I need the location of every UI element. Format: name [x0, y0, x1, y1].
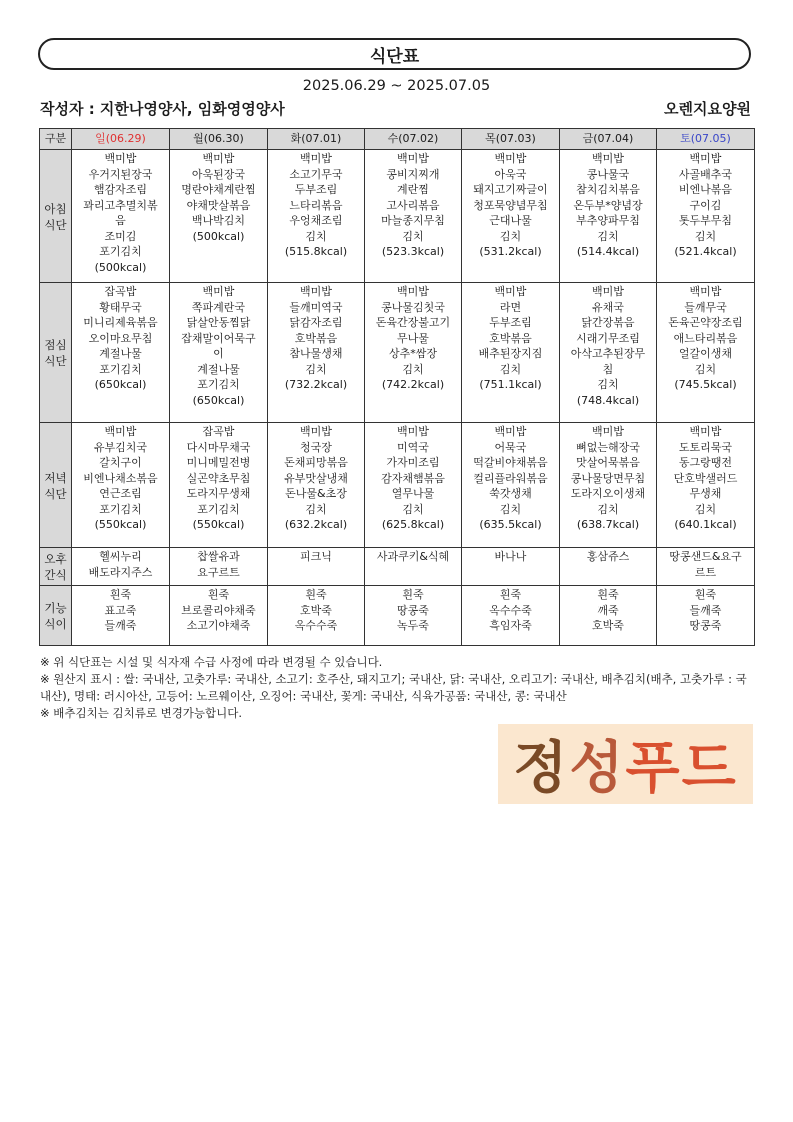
row-header [40, 586, 72, 646]
menu-item: (745.5kcal) [674, 378, 737, 391]
menu-item: 미니리제육볶음 [83, 316, 158, 329]
menu-item: 들깨무국 [684, 300, 727, 314]
menu-item: 포기김치 [99, 362, 142, 376]
day-header: 목(07.03) [462, 129, 560, 150]
menu-item: 김치 [305, 229, 327, 243]
menu-item: 깨죽 [597, 603, 619, 617]
menu-cell [657, 150, 755, 283]
menu-item: 흰죽 [402, 588, 424, 601]
menu-item: 돈채피망볶음 [284, 456, 348, 469]
menu-item: 백미밥 [397, 425, 429, 438]
menu-item: 쑥갓생채 [489, 487, 532, 500]
menu-item: 뼈없는해장국 [576, 440, 640, 454]
menu-item: 찹쌀유과 [197, 550, 240, 563]
menu-item: 콩나물국 [586, 167, 630, 181]
day-header: 월(06.30) [170, 129, 268, 150]
menu-item: (650kcal) [192, 393, 245, 407]
menu-item: (742.2kcal) [381, 378, 445, 391]
menu-item: 호박볶음 [294, 331, 338, 345]
menu-item: 라면 [499, 300, 522, 314]
menu-cell [170, 150, 268, 283]
menu-item: 르트 [694, 565, 717, 579]
menu-item: 닭살안동찜닭 [186, 316, 251, 329]
menu-cell [72, 283, 170, 423]
menu-item: 연근조림 [99, 487, 142, 500]
menu-item: 백미밥 [689, 285, 722, 298]
menu-item: 김치 [402, 502, 424, 516]
menu-cell [560, 586, 657, 646]
menu-row [40, 283, 755, 423]
menu-cell [462, 283, 560, 423]
page-title: 식단표 [369, 46, 420, 67]
menu-item: 근대나물 [489, 214, 532, 227]
menu-item: 백미밥 [397, 285, 429, 298]
menu-item: 호박볶음 [489, 331, 532, 345]
menu-item: 단호박샐러드 [673, 471, 738, 485]
menu-item: 애느타리볶음 [673, 331, 738, 345]
menu-item: 김치 [694, 362, 717, 376]
menu-item: 김치 [694, 502, 717, 516]
menu-item: 온두부*양념장 [573, 198, 643, 212]
menu-item: 두부조림 [489, 316, 532, 329]
menu-item: 표고죽 [104, 603, 137, 617]
menu-item: 백미밥 [494, 152, 527, 165]
menu-item: (640.1kcal) [674, 518, 737, 531]
menu-item: (650kcal) [94, 378, 147, 391]
menu-item: 청포묵양념무침 [473, 198, 548, 212]
menu-item: 피크닉 [300, 550, 332, 563]
menu-item: 계절나물 [99, 347, 142, 360]
menu-item: 땅콩죽 [397, 603, 429, 617]
menu-item: 포기김치 [99, 245, 142, 258]
menu-item: 김치 [402, 229, 424, 243]
menu-item: 브로콜리야채죽 [181, 603, 256, 617]
menu-item: 미역국 [397, 440, 429, 454]
logo-char: 푸 [625, 736, 682, 801]
menu-item: 백미밥 [300, 425, 332, 438]
menu-item: 침 [602, 362, 614, 376]
menu-item: 바나나 [494, 550, 527, 563]
menu-item: 다시마무채국 [186, 440, 251, 454]
menu-item: 참치김치볶음 [576, 183, 640, 196]
menu-item: 고사리볶음 [386, 198, 440, 212]
menu-item: 콩비지찌개 [386, 167, 440, 181]
menu-item: 콩나물당면무침 [570, 471, 646, 485]
menu-item: 옥수수죽 [294, 619, 338, 632]
menu-cell [268, 423, 365, 548]
menu-item: 이 [213, 347, 224, 360]
menu-cell [365, 548, 462, 586]
menu-item: 조미김 [104, 229, 137, 243]
menu-row [40, 586, 755, 646]
row-header [40, 423, 72, 548]
menu-cell [365, 423, 462, 548]
menu-cell [365, 283, 462, 423]
menu-cell [365, 586, 462, 646]
menu-cell [560, 548, 657, 586]
menu-item: 마늘종지무침 [381, 214, 445, 227]
menu-item: 김치 [597, 378, 619, 391]
menu-item: (550kcal) [94, 518, 147, 531]
row-header-line: 아침 [44, 201, 67, 216]
menu-item: 흑임자죽 [489, 619, 532, 632]
menu-item: 음 [115, 214, 126, 227]
menu-item: 소고기무국 [289, 167, 343, 181]
menu-item: (632.2kcal) [284, 518, 348, 531]
menu-item: 호박죽 [300, 603, 332, 617]
menu-item: 호박죽 [592, 619, 624, 632]
menu-item: 미니메밀전병 [186, 456, 251, 469]
menu-cell [657, 283, 755, 423]
menu-row [40, 548, 755, 586]
menu-item: 무나물 [397, 331, 429, 345]
menu-item: 배추된장지짐 [478, 347, 543, 360]
notes [40, 654, 752, 722]
menu-item: 야채맛살볶음 [186, 198, 251, 212]
menu-item: 시래기무조림 [576, 331, 640, 345]
menu-item: 톳두부무침 [678, 214, 733, 227]
menu-item: 배도라지주스 [88, 565, 153, 579]
menu-item: 잡곡밥 [202, 425, 235, 438]
menu-item: (500kcal) [94, 260, 147, 274]
row-header-line: 식단 [44, 217, 67, 232]
menu-item: 유부김치국 [93, 440, 148, 454]
menu-cell [268, 548, 365, 586]
menu-item: 백미밥 [494, 285, 527, 298]
menu-item: 아삭고추된장무 [570, 347, 646, 360]
menu-item: 요구르트 [197, 565, 240, 579]
menu-item: 유채국 [592, 300, 624, 314]
menu-cell [560, 423, 657, 548]
menu-cell [72, 150, 170, 283]
menu-item: 동그랑땡전 [678, 456, 733, 469]
menu-cell [657, 423, 755, 548]
menu-item: (748.4kcal) [576, 393, 640, 407]
menu-cell [72, 423, 170, 548]
menu-item: 도라지무생채 [186, 487, 251, 500]
row-header-line: 식이 [44, 617, 67, 631]
menu-item: 홍삼쥬스 [586, 550, 630, 563]
menu-item: 돈육곤약장조림 [668, 316, 743, 329]
menu-item: 구이김 [689, 198, 722, 212]
menu-item: 백미밥 [689, 425, 722, 438]
menu-item: (635.5kcal) [479, 518, 542, 531]
menu-item: 흰죽 [499, 588, 522, 601]
menu-cell [170, 548, 268, 586]
menu-item: 들깨죽 [104, 619, 137, 632]
menu-item: 닭간장볶음 [581, 316, 635, 329]
header-row [40, 129, 755, 150]
menu-item: 얼갈이생채 [678, 347, 733, 360]
menu-cell [462, 150, 560, 283]
menu-cell [170, 283, 268, 423]
note-line: ※ 원산지 표시 : 쌀: 국내산, 고춧가루: 국내산, 소고기: 호주산, 돼지고기; 국내산, 닭: 국내산, 오리고기: 국내산, 배추김치(배추, 고춧가루 : 국내산), 명태: 러시아산, 고등어: 노르웨이산, 오징어: 국내산, 꽃게: 국내산, 식육가공품: 국내산, 콩: 국내산 [40, 672, 747, 703]
menu-item: 옥수수죽 [489, 603, 532, 617]
menu-cell [657, 548, 755, 586]
menu-item: 백미밥 [104, 152, 137, 165]
menu-item: 가자미조림 [386, 456, 440, 469]
menu-item: 포기김치 [99, 502, 142, 516]
date-range: 2025.06.29 ~ 2025.07.05 [302, 78, 491, 94]
menu-item: 백나박김치 [191, 214, 246, 227]
menu-item: 실곤약초무침 [186, 471, 251, 485]
menu-item: 청국장 [300, 440, 332, 454]
menu-item: 들깨미역국 [289, 300, 343, 314]
menu-item: 갈치구이 [99, 456, 142, 469]
day-header: 금(07.04) [560, 129, 657, 150]
menu-cell [365, 150, 462, 283]
menu-item: 김치 [597, 229, 619, 243]
menu-item: 상추*쌈장 [388, 347, 437, 360]
row-header-line: 식단 [44, 354, 67, 368]
row-header-line: 식단 [44, 486, 67, 501]
row-header [40, 283, 72, 423]
menu-item: 계절나물 [197, 362, 240, 376]
menu-item: 김치 [499, 502, 522, 516]
row-header [40, 150, 72, 283]
menu-item: (523.3kcal) [381, 245, 445, 258]
menu-item: 백미밥 [592, 152, 624, 165]
menu-item: 어묵국 [494, 440, 527, 454]
menu-item: 비엔나볶음 [678, 183, 733, 196]
menu-item: (531.2kcal) [479, 245, 542, 258]
menu-item: 무생채 [689, 487, 722, 500]
menu-item: 참나물생채 [289, 347, 343, 360]
menu-cell [268, 586, 365, 646]
menu-item: 사과쿠키&식혜 [376, 550, 450, 563]
menu-item: 백미밥 [202, 285, 235, 298]
row-header-line: 간식 [44, 568, 67, 582]
menu-item: 백미밥 [592, 285, 624, 298]
menu-item: 닭감자조림 [289, 316, 343, 329]
menu-item: 헬씨누리 [99, 550, 142, 563]
menu-item: 쪽파계란국 [191, 300, 246, 314]
title-box [38, 38, 751, 70]
menu-cell [170, 586, 268, 646]
menu-item: 오이마요무침 [88, 331, 153, 345]
menu-item: (625.8kcal) [381, 518, 445, 531]
menu-item: 흰죽 [694, 588, 717, 601]
menu-item: 김치 [694, 229, 717, 243]
menu-item: 황태무국 [99, 300, 142, 314]
menu-item: 땅콩죽 [689, 619, 722, 632]
menu-item: 백미밥 [104, 425, 137, 438]
menu-item: 김치 [499, 362, 522, 376]
row-header-line: 기능 [44, 601, 67, 615]
menu-item: 김치 [402, 362, 424, 376]
menu-item: 잡곡밥 [104, 285, 137, 298]
menu-item: 콩나물김칫국 [381, 300, 445, 314]
menu-cell [462, 548, 560, 586]
menu-item: 감자채햄볶음 [381, 471, 445, 485]
corner-cell: 구분 [40, 129, 72, 150]
day-header: 일(06.29) [72, 129, 170, 150]
row-header-line: 저녁 [44, 470, 67, 485]
menu-cell [560, 283, 657, 423]
menu-item: 열무나물 [391, 487, 435, 500]
menu-cell [72, 548, 170, 586]
menu-item: (751.1kcal) [479, 378, 542, 391]
menu-item: 우엉채조림 [289, 214, 343, 227]
row-header [40, 548, 72, 586]
menu-item: 흰죽 [207, 588, 230, 601]
menu-item: 느타리볶음 [289, 198, 343, 212]
menu-row [40, 423, 755, 548]
menu-item: 돼지고기짜글이 [473, 183, 548, 196]
menu-item: 명란야채계란찜 [181, 183, 256, 196]
note-line: ※ 배추김치는 김치류로 변경가능합니다. [40, 706, 242, 720]
menu-item: 흰죽 [109, 588, 132, 601]
menu-item: 떡갈비야채볶음 [473, 456, 548, 469]
menu-item: 우거지된장국 [88, 167, 153, 181]
menu-item: 녹두죽 [397, 619, 429, 632]
menu-cell [462, 586, 560, 646]
menu-item: 포기김치 [197, 378, 240, 391]
menu-item: 비엔나채소볶음 [83, 471, 158, 485]
facility-name: 오렌지요양원 [664, 100, 751, 118]
menu-item: 도토리묵국 [678, 440, 733, 454]
menu-cell [560, 150, 657, 283]
menu-item: (638.7kcal) [576, 518, 640, 531]
menu-item: (550kcal) [192, 518, 245, 531]
logo-char: 정 [513, 736, 570, 801]
day-header: 토(07.05) [657, 129, 755, 150]
menu-item: 사골배추국 [678, 167, 733, 181]
logo-char: 성 [569, 736, 626, 801]
menu-item: 소고기야채죽 [186, 619, 251, 632]
menu-item: 잡채말이어묵구 [181, 331, 256, 345]
menu-item: 땅콩샌드&요구 [669, 550, 742, 563]
menu-item: 돈육간장불고기 [375, 316, 451, 329]
menu-cell [72, 586, 170, 646]
menu-item: 맛살어묵볶음 [576, 456, 640, 469]
menu-item: 김치 [499, 229, 522, 243]
menu-cell [170, 423, 268, 548]
menu-item: (515.8kcal) [284, 245, 348, 258]
menu-item: 부추양파무침 [576, 214, 640, 227]
menu-item: 유부맛살냉채 [284, 471, 348, 485]
menu-item: 흰죽 [597, 588, 619, 601]
row-header-line: 점심 [44, 338, 67, 352]
note-line: ※ 위 식단표는 시설 및 식자재 수급 사정에 따라 변경될 수 있습니다. [40, 655, 383, 669]
menu-row [40, 150, 755, 283]
menu-item: 백미밥 [202, 152, 235, 165]
menu-item: 백미밥 [397, 152, 429, 165]
author-label: 작성자 : 지한나영양사, 임화영영양사 [40, 100, 285, 118]
menu-item: (514.4kcal) [576, 245, 640, 258]
menu-item: 포기김치 [197, 502, 240, 516]
menu-item: 백미밥 [689, 152, 722, 165]
menu-item: 백미밥 [300, 285, 332, 298]
menu-item: 돈나물&초장 [285, 487, 347, 500]
menu-item: (521.4kcal) [674, 245, 737, 258]
menu-item: 도라지오이생채 [570, 487, 646, 500]
menu-item: (500kcal) [192, 229, 245, 243]
menu-cell [462, 423, 560, 548]
menu-item: 김치 [305, 362, 327, 376]
menu-cell [268, 283, 365, 423]
menu-item: 두부조림 [294, 183, 338, 196]
menu-table [39, 128, 755, 646]
menu-cell [268, 150, 365, 283]
menu-item: 들깨죽 [689, 603, 722, 617]
menu-item: 백미밥 [300, 152, 332, 165]
menu-item: 김치 [597, 502, 619, 516]
menu-item: 흰죽 [305, 588, 327, 601]
menu-item: 계란찜 [397, 183, 429, 196]
day-header: 수(07.02) [365, 129, 462, 150]
menu-item: 백미밥 [494, 425, 527, 438]
menu-item: 백미밥 [592, 425, 624, 438]
menu-item: 컬리플라워볶음 [473, 471, 548, 485]
menu-item: 햄감자조림 [93, 183, 148, 196]
company-logo [498, 724, 753, 804]
menu-item: 아욱국 [494, 167, 527, 181]
menu-item: (732.2kcal) [284, 378, 348, 391]
menu-cell [657, 586, 755, 646]
logo-char: 드 [681, 736, 738, 801]
menu-item: 꽈리고추멸치볶 [83, 198, 158, 212]
menu-item: 아욱된장국 [191, 167, 246, 181]
menu-item: 김치 [305, 502, 327, 516]
row-header-line: 오후 [44, 552, 67, 566]
day-header: 화(07.01) [268, 129, 365, 150]
